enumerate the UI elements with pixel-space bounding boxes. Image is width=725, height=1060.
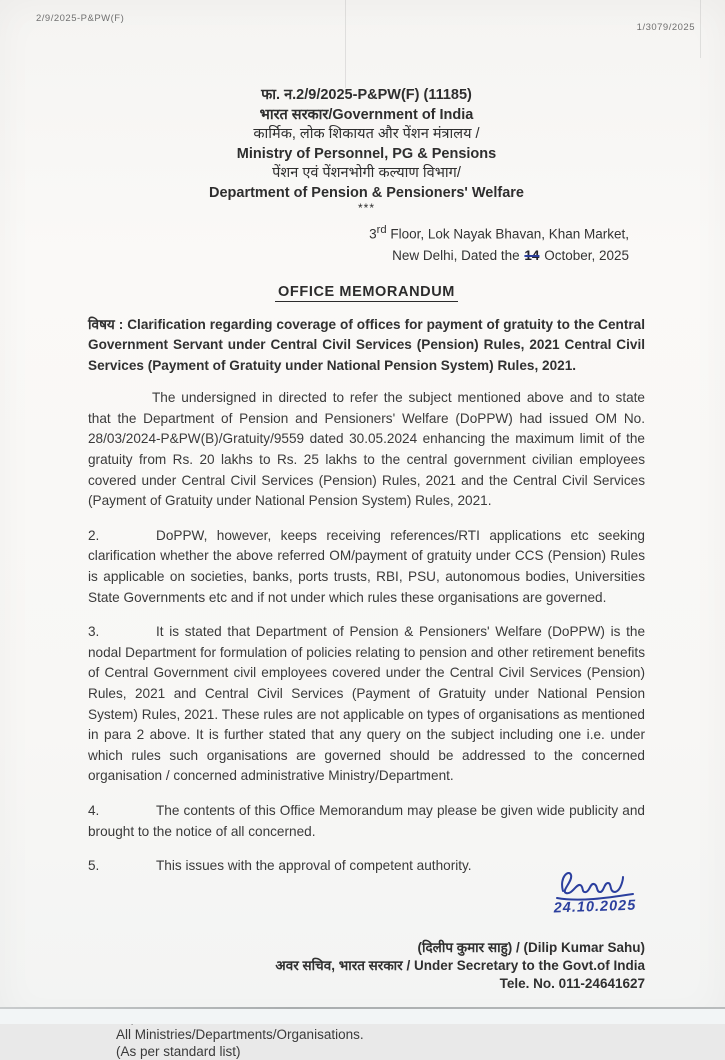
subject-paragraph — [88, 315, 645, 377]
paragraph-4 — [88, 801, 645, 842]
paragraph-2-number: 2. — [88, 527, 100, 543]
scan-ref-right: 1/3079/2025 — [636, 22, 695, 33]
memo-title: OFFICE MEMORANDUM — [275, 284, 458, 302]
scan-ref-left: 2/9/2025-P&PW(F) — [36, 13, 125, 24]
separator-stars: *** — [357, 201, 375, 215]
paragraph-3 — [88, 622, 645, 787]
ministry-english: Ministry of Personnel, PG & Pensions — [236, 145, 497, 162]
paragraph-5-text: This issues with the approval of competent authority. — [156, 858, 472, 874]
letterhead — [88, 86, 645, 213]
recipients-line-2: (As per standard list) — [116, 1043, 241, 1059]
department-hindi: पेंशन एवं पेंशनभोगी कल्याण विभाग/ — [272, 165, 461, 181]
date-prefix: New Delhi, Dated the — [392, 247, 524, 263]
scan-margin-below — [0, 1009, 725, 1024]
paragraph-2 — [88, 526, 645, 608]
paragraph-3-text: It is stated that Department of Pension & Pensioners' Welfare (DoPPW) is the nodal Department for formulation of policies relating to pension and other retirement benefits of Central Government civil employees covered under the Central Civil Services (Pension) Rules, 2021 and Central Civil Services (Payment of Gratuity under National Pension System) Rules, 2021. These rules are not applicable on types of organisations as mentioned in para 2 above. It is further stated that any query on the subject including one i.e. under which rules such organisations are governed should be addressed to the concerned organisation / concerned administrative Ministry/Department. — [88, 624, 645, 784]
department-english: Department of Pension & Pensioners' Welfare — [208, 184, 524, 201]
signatory-name: (दिलीप कुमार साहु) / (Dilip Kumar Sahu) — [417, 939, 645, 955]
address-line-1 — [88, 220, 629, 245]
subject-text: Clarification regarding coverage of offices for payment of gratuity to the Central Government Servant under Central Civil Services (Pension) Rules, 2021 Central Civil Services (Payment of Gratuity under National Pension System) Rules, 2021. — [88, 316, 645, 373]
floor-ordinal: rd — [376, 224, 387, 236]
signatory-designation: अवर सचिव, भारत सरकार / Under Secretary to the Govt.of India — [275, 957, 645, 973]
address-rest: Floor, Lok Nayak Bhavan, Khan Market, — [386, 226, 629, 242]
subject-label: विषय : — [88, 316, 124, 332]
paragraph-4-text: The contents of this Office Memorandum may please be given wide publicity and brought to the notice of all concerned. — [88, 802, 645, 839]
paragraph-2-text: DoPPW, however, keeps receiving references/RTI applications etc seeking clarification whether the above referred OM/payment of gratuity under CCS (Pension) Rules is applicable on societies, banks, ports trusts, RBI, PSU, autonomous bodies, Universities State Governments etc and if not under which rules these organisations are governed. — [88, 527, 645, 605]
memo-title-row — [88, 283, 645, 302]
struck-date: 14 — [524, 247, 540, 263]
file-number: फा. न.2/9/2025-P&PW(F) (11185) — [261, 87, 472, 103]
handwritten-signature-group — [549, 865, 641, 915]
floor-number: 3 — [369, 226, 377, 242]
paragraph-1: The undersigned in directed to refer the subject mentioned above and to state that the Department of Pension and Pensioners' Welfare (DoPPW) had issued OM No. 28/03/2024-P&PW(B)/Gratuity/9559 dated 30.05.2024 enhancing the maximum limit of the gratuity from Rs. 20 lakhs to Rs. 25 lakhs to the central government civilian employees covered under Central Civil Services (Pension) Rules, 2021 and the Central Civil Services (Payment of Gratuity under National Pension System) Rules, 2021. — [88, 390, 645, 509]
paragraph-5-number: 5. — [88, 858, 100, 874]
ministry-hindi: कार्मिक, लोक शिकायत और पेंशन मंत्रालय / — [253, 126, 480, 142]
date-suffix: October, 2025 — [540, 247, 629, 263]
government-line: भारत सरकार/Government of India — [259, 106, 474, 123]
signatory-details — [275, 939, 645, 993]
signature-block — [88, 891, 645, 1009]
paragraph-3-number: 3. — [88, 624, 100, 640]
signatory-telephone: Tele. No. 011-24641627 — [499, 975, 645, 991]
address-line-2 — [88, 245, 629, 266]
paragraph-4-number: 4. — [88, 802, 100, 818]
handwritten-date: 24.10.2025 — [553, 897, 637, 917]
signature-icon — [549, 865, 641, 901]
office-address — [88, 220, 629, 266]
recipients-line-1: All Ministries/Departments/Organisations. — [116, 1027, 364, 1043]
